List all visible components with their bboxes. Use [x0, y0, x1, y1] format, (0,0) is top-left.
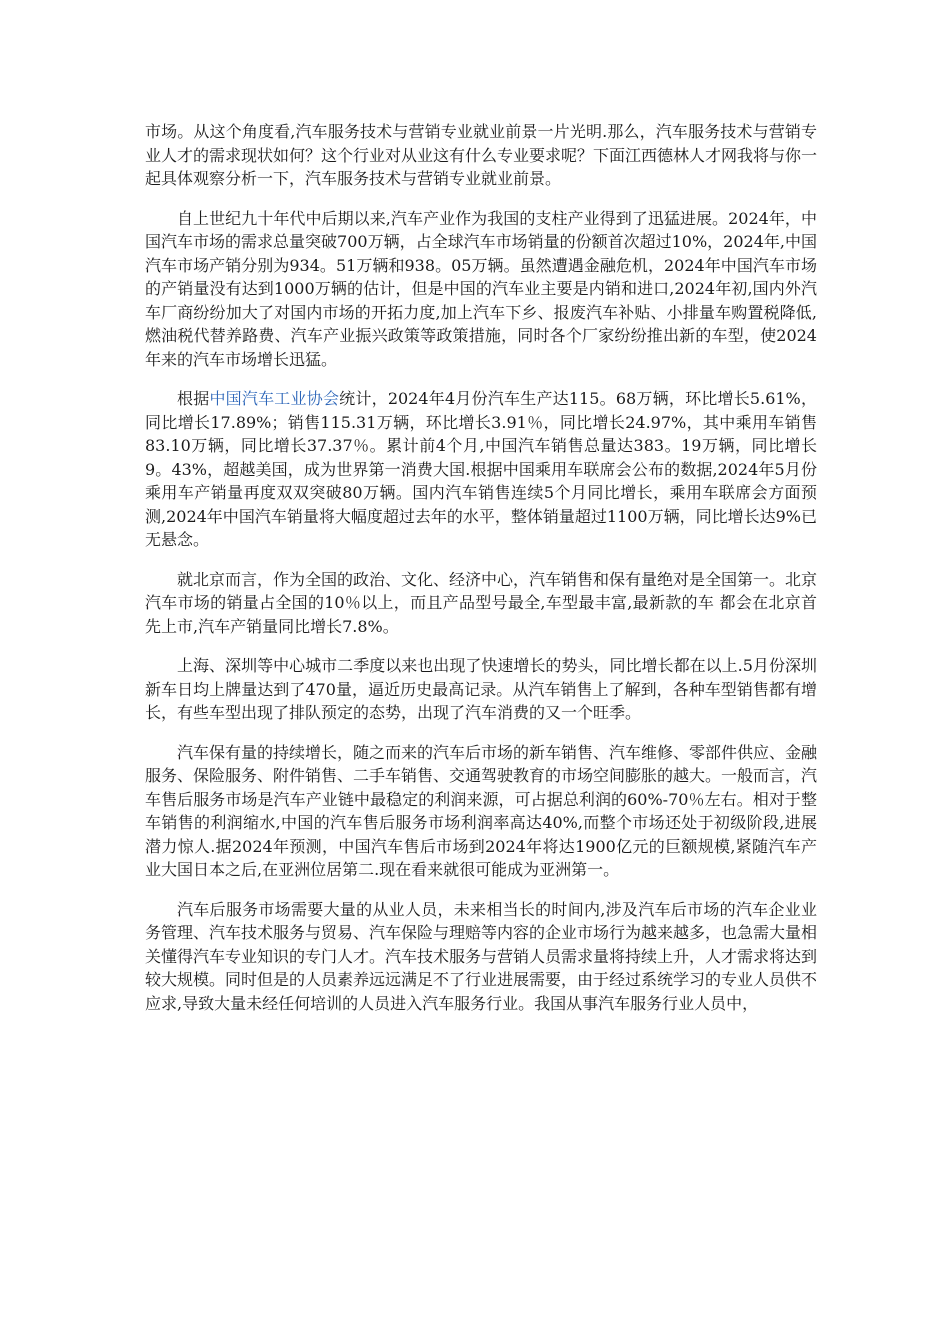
paragraph-stats-lead: 根据	[177, 389, 210, 408]
document-body	[145, 120, 817, 1031]
paragraph-beijing: 就北京而言，作为全国的政治、文化、经济中心，汽车销售和保有量绝对是全国第一。北京汽车市场的销量占全国的10％以上，而且产品型号最全,车型最丰富,最新款的车 都会在北京首先上市,汽车产销量同比增长7.8%。	[145, 569, 818, 636]
paragraph-market-outlook: 市场。从这个角度看,汽车服务技术与营销专业就业前景一片光明.那么，汽车服务技术与营销专业人才的需求现状如何？这个行业对从业这有什么专业要求呢？下面江西德林人才网我将与你一起具体观察分析一下，汽车服务技术与营销专业就业前景。	[145, 122, 818, 188]
paragraph-stats-body: 统计，2024年4月份汽车生产达115。68万辆，环比增长5.61%，同比增长17.89%；销售115.31万辆，环比增长3.91％，同比增长24.97%，其中乘用车销售83.10万辆，同比增长37.37％。累计前4个月,中国汽车销售总量达383。19万辆，同比增长9。43%，超越美国，成为世界第一消费大国.根据中国乘用车联席会公布的数据,2024年5月份乘用车产销量再度双双突破80万辆。国内汽车销售连续5个月同比增长，乘用车联席会方面预测,2024年中国汽车销量将大幅度超过去年的水平，整体销量超过1100万辆，同比增长达9%已无悬念。	[145, 389, 817, 549]
paragraph-aftermarket: 汽车保有量的持续增长，随之而来的汽车后市场的新车销售、汽车维修、零部件供应、金融服务、保险服务、附件销售、二手车销售、交通驾驶教育的市场空间膨胀的越大。一般而言，汽车售后服务市场是汽车产业链中最稳定的利润来源，可占据总利润的60%-70％左右。相对于整车销售的利润缩水,中国的汽车售后服务市场利润率高达40%,而整个市场还处于初级阶段,进展潜力惊人.据2024年预测，中国汽车售后市场到2024年将达1900亿元的巨额规模,紧随汽车产业大国日本之后,在亚洲位居第二.现在看来就很可能成为亚洲第一。	[145, 742, 818, 879]
paragraph-association-stats	[145, 387, 817, 552]
caam-link[interactable]: 中国汽车工业协会	[209, 389, 340, 408]
paragraph-talent-demand: 汽车后服务市场需要大量的从业人员，未来相当长的时间内,涉及汽车后市场的汽车企业业务管理、汽车技术服务与贸易、汽车保险与理赔等内容的企业市场行为越来越多，也急需大量相关懂得汽车专业知识的专门人才。汽车技术服务与营销人员需求量将持续上升，人才需求将达到较大规模。同时但是的人员素养远远满足不了行业进展需要，由于经过系统学习的专业人员供不应求,导致大量未经任何培训的人员进入汽车服务行业。我国从事汽车服务行业人员中，	[145, 899, 818, 1013]
paragraph-industry-growth: 自上世纪九十年代中后期以来,汽车产业作为我国的支柱产业得到了迅猛进展。2024年，中国汽车市场的需求总量突破700万辆，占全球汽车市场销量的份额首次超过10%，2024年,中国汽车市场产销分别为934。51万辆和938。05万辆。虽然遭遇金融危机，2024年中国汽车市场的产销量没有达到1000万辆的估计，但是中国的汽车业主要是内销和进口,2024年初,国内外汽车厂商纷纷加大了对国内市场的开拓力度,加上汽车下乡、报废汽车补贴、小排量车购置税降低,燃油税代替养路费、汽车产业振兴政策等政策措施，同时各个厂家纷纷推出新的车型，使2024年来的汽车市场增长迅猛。	[145, 208, 817, 369]
paragraph-shanghai-shenzhen: 上海、深圳等中心城市二季度以来也出现了快速增长的势头，同比增长都在以上.5月份深圳新车日均上牌量达到了470量，逼近历史最高记录。从汽车销售上了解到，各种车型销售都有增长，有些车型出现了排队预定的态势，出现了汽车消费的又一个旺季。	[145, 656, 817, 722]
